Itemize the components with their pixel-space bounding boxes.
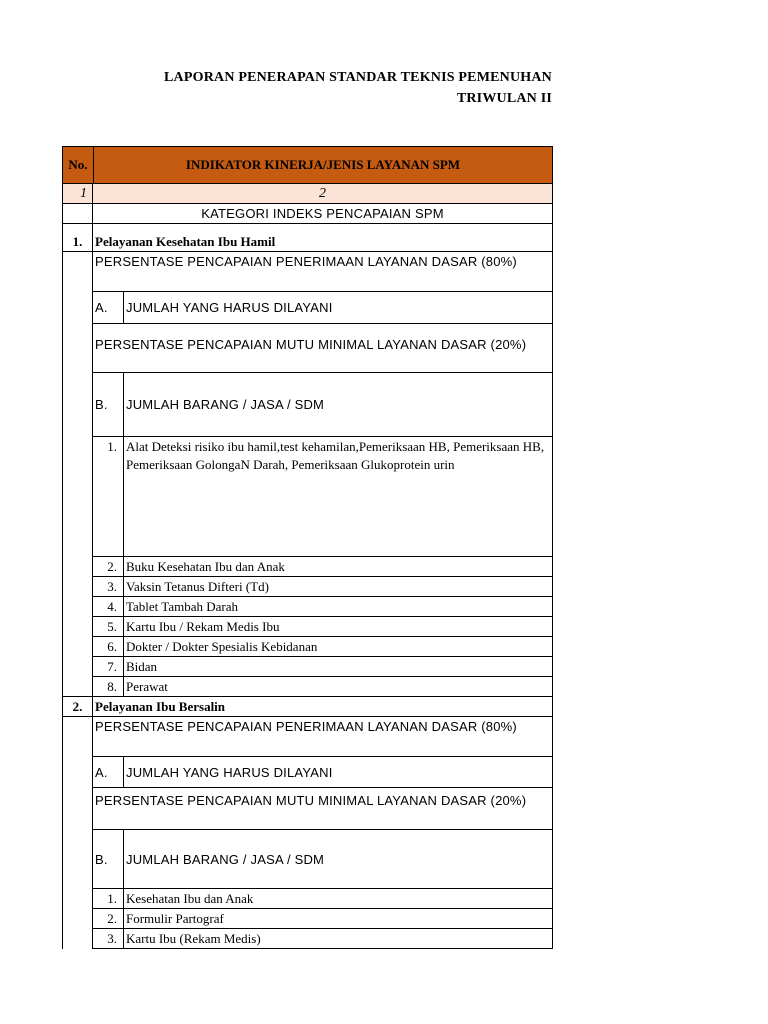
list-item [62,437,553,557]
persentase-dasar-label: PERSENTASE PENCAPAIAN PENERIMAAN LAYANAN DASAR (80%) [93,252,553,292]
section-row [62,224,553,252]
column-number-1: 1 [62,184,93,204]
item-number: 1. [93,437,124,556]
list-item [62,577,553,597]
row-a [62,757,553,788]
list-item [62,617,553,637]
category-row [62,204,553,224]
row-a-text: JUMLAH YANG HARUS DILAYANI [126,300,333,315]
item-text: Kartu Ibu (Rekam Medis) [126,930,261,946]
item-text: Alat Deteksi risiko ibu hamil,test kehamilan,Pemeriksaan HB, Pemeriksaan HB, Pemeriksaan GolongaN Darah, Pemeriksaan Glukoprotein urin [126,439,545,472]
persentase-mutu-label: PERSENTASE PENCAPAIAN MUTU MINIMAL LAYANAN DASAR (20%) [93,324,553,373]
item-text: Vaksin Tetanus Difteri (Td) [126,578,269,594]
persentase-dasar-row [62,252,553,292]
list-item [62,657,553,677]
table-header [62,146,553,184]
row-b-text: JUMLAH BARANG / JASA / SDM [126,851,325,867]
row-b-label: B. [93,830,124,888]
persentase-mutu-row [62,324,553,373]
list-item [62,889,553,909]
header-indikator: INDIKATOR KINERJA/JENIS LAYANAN SPM [185,157,461,172]
column-number-row [62,184,553,204]
item-text: Kartu Ibu / Rekam Medis Ibu [126,618,280,634]
spm-table [62,146,553,949]
list-item [62,557,553,577]
row-a [62,292,553,324]
item-number: 7. [93,657,124,676]
row-a-label: A. [93,757,124,787]
item-number: 4. [93,597,124,616]
item-number: 6. [93,637,124,656]
item-number: 3. [93,929,124,948]
section-number: 1. [62,224,93,252]
persentase-dasar-label: PERSENTASE PENCAPAIAN PENERIMAAN LAYANAN DASAR (80%) [93,717,553,757]
row-b-text: JUMLAH BARANG / JASA / SDM [126,397,325,412]
list-item [62,677,553,697]
item-text: Tablet Tambah Darah [126,598,239,614]
persentase-dasar-row [62,717,553,757]
list-item [62,637,553,657]
column-number-2: 2 [93,184,553,204]
item-number: 2. [93,909,124,928]
item-text: Dokter / Dokter Spesialis Kebidanan [126,638,318,654]
report-subtitle: TRIWULAN II [456,91,552,106]
list-item [62,909,553,929]
item-text: Perawat [126,678,168,694]
item-text: Formulir Partograf [126,910,224,926]
section-number: 2. [62,697,93,717]
list-item [62,597,553,617]
persentase-mutu-label: PERSENTASE PENCAPAIAN MUTU MINIMAL LAYANAN DASAR (20%) [93,788,553,830]
row-a-label: A. [93,292,124,323]
row-b [62,830,553,889]
item-number: 2. [93,557,124,576]
item-text: Kesehatan Ibu dan Anak [126,890,254,906]
report-title: LAPORAN PENERAPAN STANDAR TEKNIS PEMENUHAN [164,70,552,85]
item-number: 3. [93,577,124,596]
header-no: No. [63,147,94,183]
row-b [62,373,553,437]
item-number: 8. [93,677,124,696]
persentase-mutu-row [62,788,553,830]
item-text: Buku Kesehatan Ibu dan Anak [126,558,285,574]
item-number: 1. [93,889,124,908]
row-a-text: JUMLAH YANG HARUS DILAYANI [126,764,333,780]
category-label: KATEGORI INDEKS PENCAPAIAN SPM [93,204,553,224]
section-row [62,697,553,717]
list-item [62,929,553,949]
item-text: Bidan [126,658,158,674]
section-title: Pelayanan Kesehatan Ibu Hamil [93,224,553,252]
item-number: 5. [93,617,124,636]
section-title: Pelayanan Ibu Bersalin [93,697,553,717]
row-b-label: B. [93,373,124,436]
